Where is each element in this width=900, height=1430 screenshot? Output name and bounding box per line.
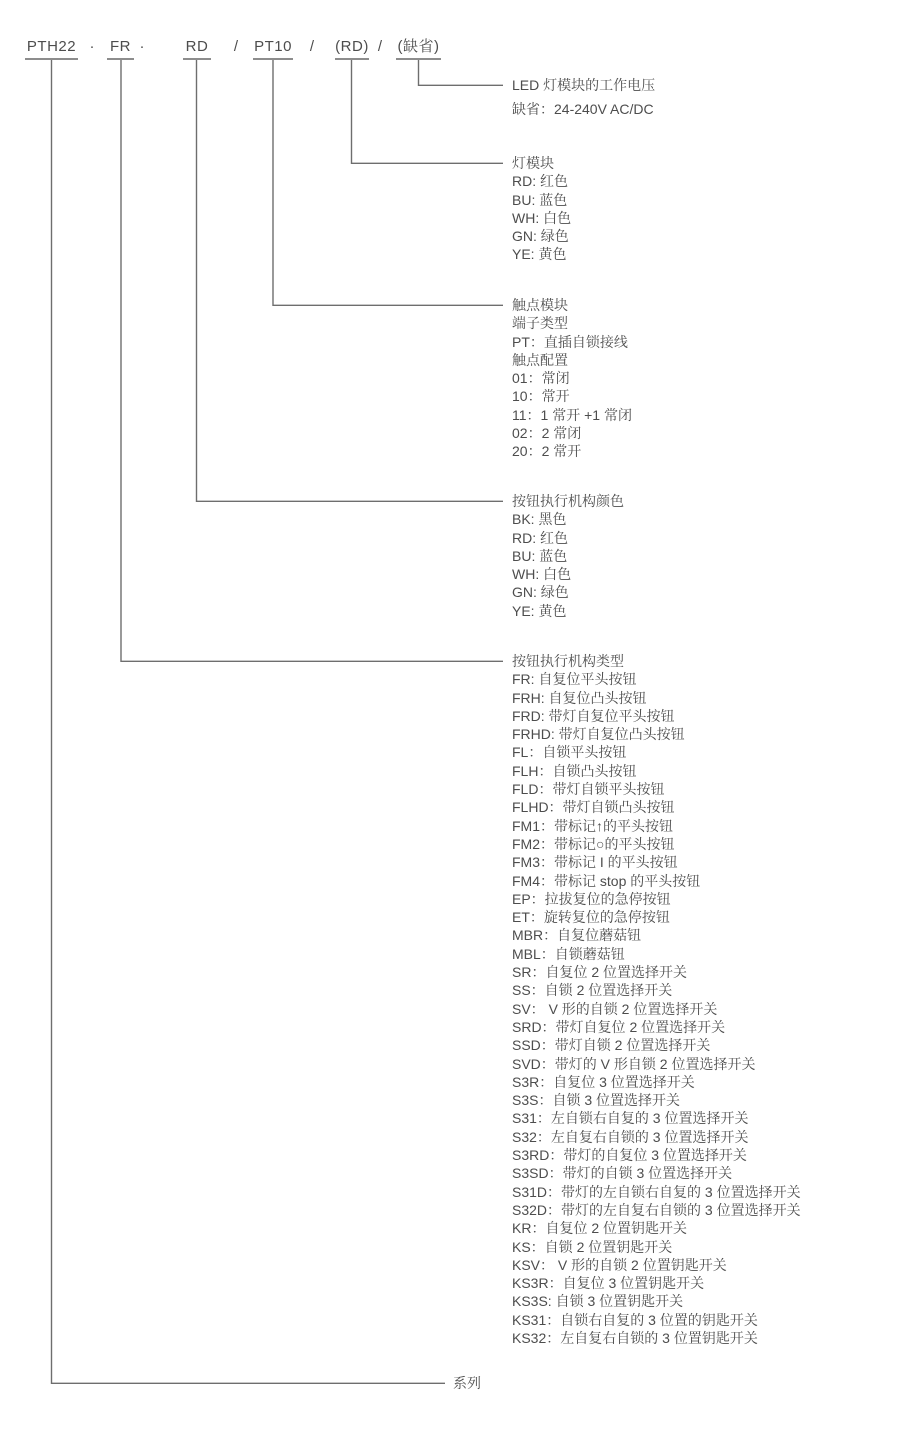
lamp-module-line: 灯模块 (512, 155, 554, 171)
code-separator-dot: · (139, 38, 145, 55)
contact-module-line: PT：直插自锁接线 (512, 333, 628, 350)
contact-module-line: 触点配置 (512, 351, 568, 368)
leader-actuator-color (197, 58, 504, 501)
lamp-module-line: WH: 白色 (512, 209, 572, 226)
code-segment-actuator-type: FR (107, 36, 134, 60)
actuator-type-line: S31D：带灯的左自锁右自复的 3 位置选择开关 (512, 1183, 801, 1200)
contact-module-line: 01：常闭 (512, 370, 570, 387)
led-voltage-line: 缺省：24-240V AC/DC (512, 101, 654, 117)
actuator-type-line: KS31：自锁右自复的 3 位置的钥匙开关 (512, 1311, 758, 1328)
code-separator-slash: / (377, 38, 383, 55)
actuator-type-line: ET：旋转复位的急停按钮 (512, 909, 670, 926)
code-segment-voltage: (缺省) (396, 36, 441, 60)
leader-lamp-module (352, 58, 504, 163)
actuator-type-line: FM4：带标记 stop 的平头按钮 (512, 872, 701, 889)
leader-contact-module (273, 58, 503, 305)
contact-module-line: 端子类型 (512, 315, 568, 332)
lamp-module-line: BU: 蓝色 (512, 191, 568, 208)
actuator-type-line: 按钮执行机构类型 (512, 653, 624, 669)
actuator-type-line: KR：自复位 2 位置钥匙开关 (512, 1220, 688, 1237)
actuator-type-line: S3R：自复位 3 位置选择开关 (512, 1073, 695, 1090)
code-separator-dot: · (89, 38, 95, 55)
contact-module-line: 02：2 常闭 (512, 425, 582, 442)
actuator-type-line: S31：左自锁右自复的 3 位置选择开关 (512, 1110, 749, 1127)
actuator-type-line: FRHD: 带灯自复位凸头按钮 (512, 726, 685, 743)
annotation-led-voltage (512, 73, 655, 121)
actuator-type-line: MBR：自复位蘑菇钮 (512, 927, 642, 944)
code-separator-slash: / (309, 38, 315, 55)
actuator-color-line: 按钮执行机构颜色 (512, 493, 624, 509)
actuator-type-line: KS：自锁 2 位置钥匙开关 (512, 1238, 673, 1255)
annotation-actuator-type (512, 652, 801, 1347)
contact-module-line: 11：1 常开 +1 常闭 (512, 406, 632, 423)
actuator-color-line: BU: 蓝色 (512, 547, 568, 564)
actuator-type-line: S3S：自锁 3 位置选择开关 (512, 1092, 681, 1109)
actuator-type-line: FRD: 带灯自复位平头按钮 (512, 707, 675, 724)
leader-series (52, 58, 446, 1383)
annotation-series (453, 1374, 481, 1392)
actuator-type-line: FM2：带标记○的平头按钮 (512, 835, 675, 852)
leader-actuator-type (121, 58, 503, 661)
actuator-type-line: FLD：带灯自锁平头按钮 (512, 781, 665, 798)
actuator-type-line: SR：自复位 2 位置选择开关 (512, 964, 688, 981)
actuator-color-line: WH: 白色 (512, 566, 572, 583)
actuator-type-line: SSD：带灯自锁 2 位置选择开关 (512, 1037, 711, 1054)
actuator-color-line: BK: 黑色 (512, 511, 567, 528)
lamp-module-line: RD: 红色 (512, 173, 568, 190)
actuator-type-line: SS：自锁 2 位置选择开关 (512, 982, 673, 999)
code-separator-slash: / (233, 38, 239, 55)
annotation-actuator-color (512, 492, 624, 620)
actuator-type-line: EP：拉拔复位的急停按钮 (512, 890, 671, 907)
annotation-lamp-module (512, 154, 571, 264)
code-segment-series: PTH22 (25, 36, 78, 60)
actuator-type-line: KSV： V 形的自锁 2 位置钥匙开关 (512, 1256, 727, 1273)
contact-module-line: 触点模块 (512, 297, 568, 313)
actuator-type-line: FLH：自锁凸头按钮 (512, 762, 637, 779)
actuator-type-line: SVD：带灯的 V 形自锁 2 位置选择开关 (512, 1055, 756, 1072)
actuator-type-line: S32：左自复右自锁的 3 位置选择开关 (512, 1128, 749, 1145)
led-voltage-line: LED 灯模块的工作电压 (512, 77, 656, 93)
actuator-type-line: SRD：带灯自复位 2 位置选择开关 (512, 1018, 726, 1035)
actuator-type-line: S3RD：带灯的自复位 3 位置选择开关 (512, 1147, 747, 1164)
actuator-type-line: MBL：自锁蘑菇钮 (512, 945, 625, 962)
actuator-type-line: FRH: 自复位凸头按钮 (512, 689, 647, 706)
contact-module-line: 10：常开 (512, 388, 570, 405)
actuator-type-line: S32D：带灯的左自复右自锁的 3 位置选择开关 (512, 1201, 801, 1218)
actuator-type-line: KS3R：自复位 3 位置钥匙开关 (512, 1275, 705, 1292)
code-segment-contact-module: PT10 (253, 36, 293, 60)
actuator-type-line: FLHD：带灯自锁凸头按钮 (512, 799, 675, 816)
annotation-contact-module (512, 296, 632, 461)
actuator-color-line: GN: 绿色 (512, 584, 569, 601)
series-line: 系列 (453, 1375, 481, 1391)
actuator-type-line: KS32：左自复右自锁的 3 位置钥匙开关 (512, 1329, 758, 1346)
actuator-type-line: KS3S: 自锁 3 位置钥匙开关 (512, 1293, 684, 1310)
lamp-module-line: YE: 黄色 (512, 246, 567, 263)
contact-module-line: 20：2 常开 (512, 443, 582, 460)
actuator-color-line: RD: 红色 (512, 529, 568, 546)
actuator-type-line: S3SD：带灯的自锁 3 位置选择开关 (512, 1165, 733, 1182)
code-segment-lamp-module: (RD) (335, 36, 369, 60)
leader-voltage (419, 58, 504, 85)
code-segment-actuator-color: RD (183, 36, 211, 60)
lamp-module-line: GN: 绿色 (512, 228, 569, 245)
actuator-type-line: FL：自锁平头按钮 (512, 744, 627, 761)
actuator-color-line: YE: 黄色 (512, 602, 567, 619)
actuator-type-line: FR: 自复位平头按钮 (512, 671, 637, 688)
actuator-type-line: SV： V 形的自锁 2 位置选择开关 (512, 1000, 718, 1017)
actuator-type-line: FM1：带标记↑的平头按钮 (512, 817, 673, 834)
actuator-type-line: FM3：带标记 I 的平头按钮 (512, 854, 678, 871)
